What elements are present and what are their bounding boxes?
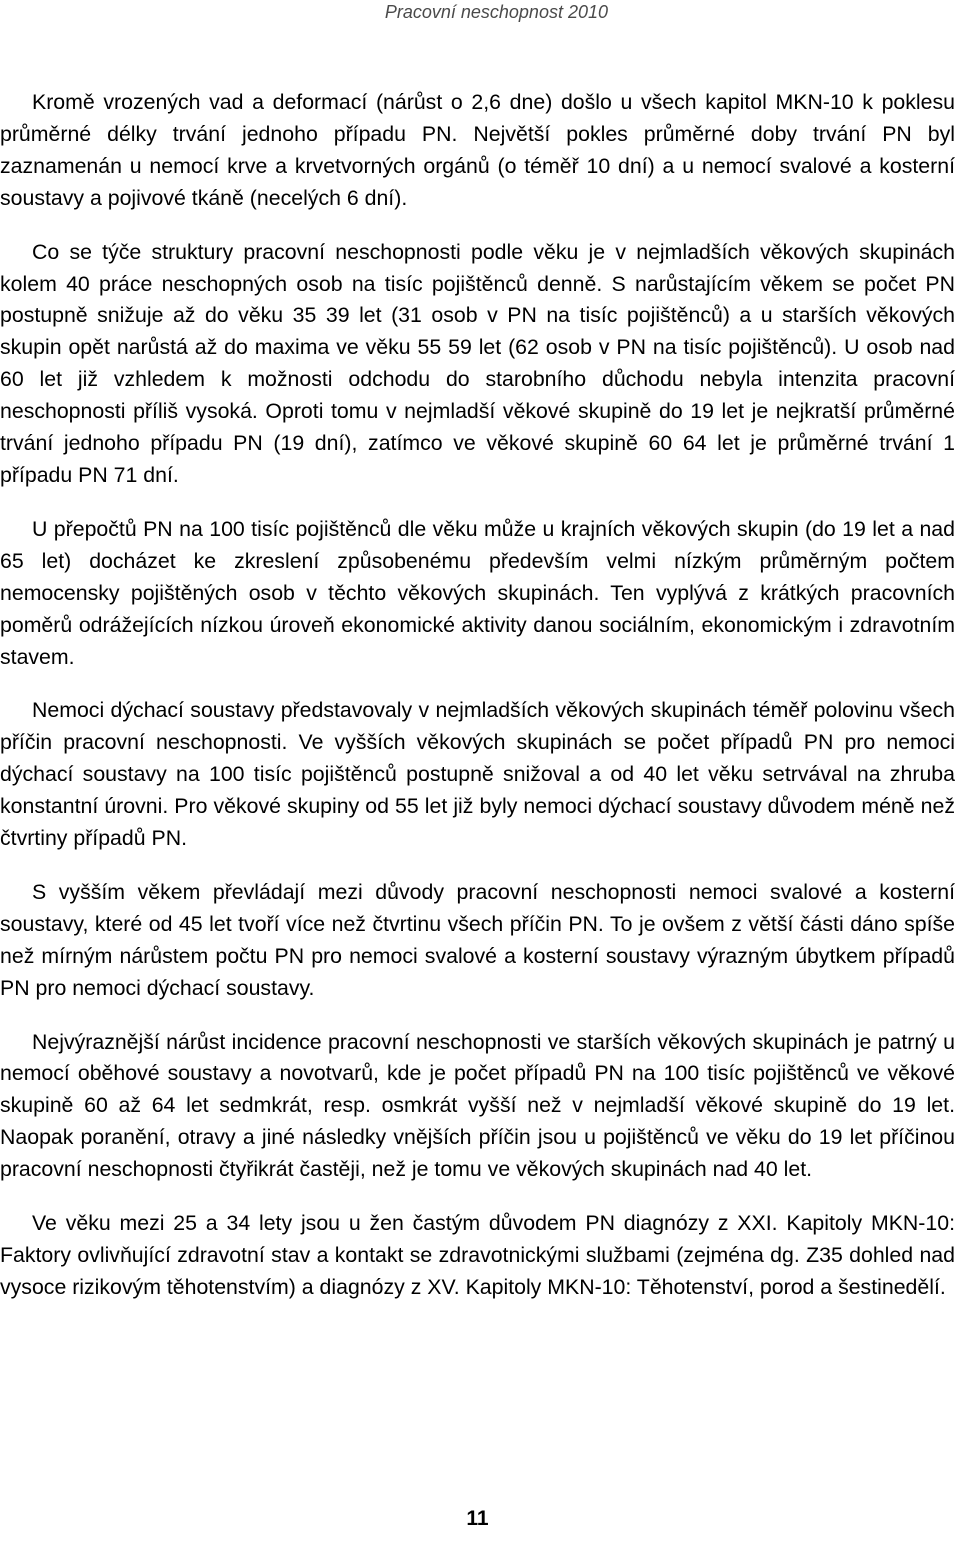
- paragraph-respiratory: Nemoci dýchací soustavy představovaly v nejmladších věkových skupinách téměř polovinu všech příčin pracovní neschopnosti. Ve vyšších věkových skupinách se počet případů PN pro nemoci dýchací soustavy na 100 tisíc pojištěnců postupně snižoval a od 40 let věku setrvával na zhruba konstantní úrovni. Pro věkové skupiny od 55 let již byly nemoci dýchací soustavy důvodem méně než čtvrtiny případů PN.: [0, 698, 955, 851]
- page-number: 11: [466, 1507, 489, 1530]
- paragraph-women-diagnoses: Ve věku mezi 25 a 34 lety jsou u žen častým důvodem PN diagnózy z XXI. Kapitoly MKN-10: Faktory ovlivňující zdravotní stav a kontakt se zdravotnickými službami (zejména dg. Z35 dohled nad vysoce rizikovým těhotenstvím) a diagnózy z XV. Kapitoly MKN-10: Těhotenství, porod a šestinedělí.: [0, 1211, 955, 1299]
- document-body: [0, 87, 955, 1326]
- paragraph-length-decline: Kromě vrozených vad a deformací (nárůst o 2,6 dne) došlo u všech kapitol MKN-10 k poklesu průměrné délky trvání jednoho případu PN. Největší pokles průměrné doby trvání PN byl zaznamenán u nemocí krve a krvetvorných orgánů (o téměř 10 dní) a u nemocí svalové a kosterní soustavy a pojivové tkáně (necelých 6 dní).: [0, 90, 955, 210]
- paragraph-age-structure: Co se týče struktury pracovní neschopnosti podle věku je v nejmladších věkových skupinách kolem 40 práce neschopných osob na tisíc pojištěnců denně. S narůstajícím věkem se počet PN postupně snižuje až do věku 35 39 let (31 osob v PN na tisíc pojištěnců) a u starších věkových skupin opět narůstá až do maxima ve věku 55 59 let (62 osob v PN na tisíc pojištěnců). U osob nad 60 let již vzhledem k možnosti odchodu do starobního důchodu nebyla intenzita pracovní neschopnosti příliš vysoká. Oproti tomu v nejmladší věkové skupině do 19 let je nejkratší průměrné trvání jednoho případu PN (19 dní), zatímco ve věkové skupině 60 64 let je průměrné trvání 1 případu PN 71 dní.: [0, 239, 955, 487]
- paragraph-incidence-growth: Nejvýraznější nárůst incidence pracovní neschopnosti ve starších věkových skupinách je patrný u nemocí oběhové soustavy a novotvarů, kde je počet případů PN na 100 tisíc pojištěnců ve věkové skupině 60 až 64 let sedmkrát, resp. osmkrát vyšší než v nejmladší věkové skupině do 19 let. Naopak poranění, otravy a jiné následky vnějších příčin jsou u pojištěnců ve věku do 19 let příčinou pracovní neschopnosti čtyřikrát častěji, než je tomu ve věkových skupinách nad 40 let.: [0, 1029, 955, 1182]
- paragraph-musculoskeletal: S vyšším věkem převládají mezi důvody pracovní neschopnosti nemoci svalové a kosterní soustavy, které od 45 let tvoří více než čtvrtinu všech příčin PN. To je ovšem z větší části dáno spíše než mírným nárůstem počtu PN pro nemoci svalové a kosterní soustavy výrazným úbytkem případů PN pro nemoci dýchací soustavy.: [0, 879, 955, 1000]
- paragraph-distortion: U přepočtů PN na 100 tisíc pojištěnců dle věku může u krajních věkových skupin (do 19 let a nad 65 let) docházet ke zkreslení způsobenému především velmi nízkým průměrným počtem nemocensky pojištěných osob v těchto věkových skupinách. Ten vyplývá z krátkých pracovních poměrů odrážejících nízkou úroveň ekonomické aktivity danou sociálním, ekonomickým i zdravotním stavem.: [0, 516, 955, 669]
- running-header: Pracovní neschopnost 2010: [384, 2, 608, 22]
